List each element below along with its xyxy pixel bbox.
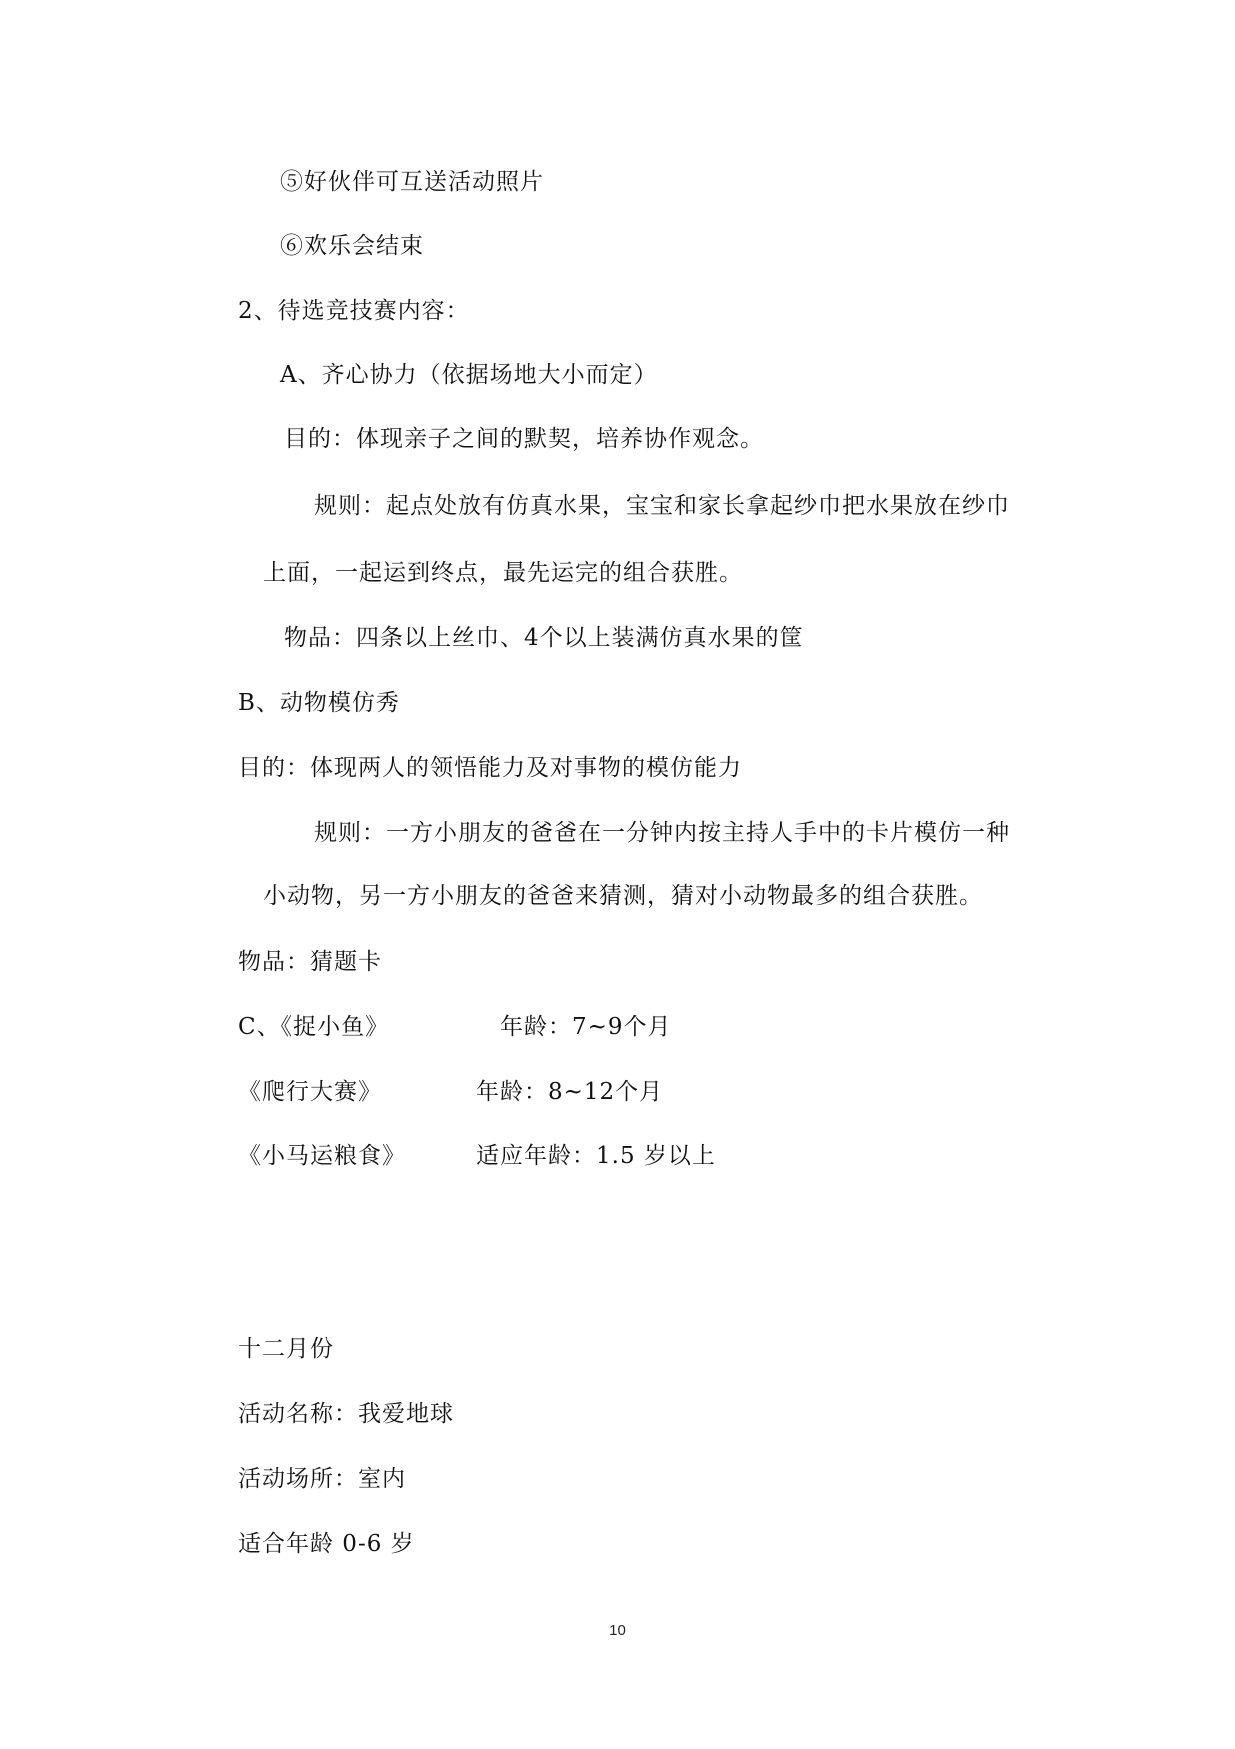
game-a-rules: 规则：起点处放有仿真水果，宝宝和家长拿起纱巾把水果放在纱巾 [314,493,1010,519]
game-a-items: 物品：四条以上丝巾、4个以上装满仿真水果的筐 [284,625,804,651]
game-b-title: B、动物模仿秀 [238,690,400,716]
step-5-line: ⑤好伙伴可互送活动照片 [280,169,544,195]
pony-game-age: 适应年龄：1.5 岁以上 [476,1143,716,1169]
crawling-game-name: 《爬行大赛》 [238,1079,382,1105]
game-c-name: C、《捉小鱼》 [238,1014,390,1040]
game-b-rules: 规则：一方小朋友的爸爸在一分钟内按主持人手中的卡片模仿一种 [314,820,1010,846]
game-a-purpose: 目的：体现亲子之间的默契，培养协作观念。 [284,426,764,452]
section-heading: 2、待选竞技赛内容： [238,298,470,324]
game-a-rules-cont: 上面，一起运到终点，最先运完的组合获胜。 [263,560,743,586]
activity-venue: 活动场所：室内 [238,1466,406,1492]
step-6-line: ⑥欢乐会结束 [280,233,424,259]
game-b-purpose: 目的：体现两人的领悟能力及对事物的模仿能力 [238,755,742,781]
activity-age: 适合年龄 0-6 岁 [238,1531,415,1557]
pony-game-name: 《小马运粮食》 [238,1143,406,1169]
month-heading: 十二月份 [238,1336,334,1362]
page-number: 10 [609,1622,626,1639]
game-c-age: 年龄：7~9个月 [500,1014,672,1040]
activity-name: 活动名称：我爱地球 [238,1401,454,1427]
game-b-items: 物品：猜题卡 [238,949,382,975]
game-a-title: A、齐心协力（依据场地大小而定） [280,362,658,388]
crawling-game-age: 年龄：8~12个月 [476,1079,664,1105]
game-b-rules-cont: 小动物，另一方小朋友的爸爸来猜测，猜对小动物最多的组合获胜。 [263,883,983,909]
